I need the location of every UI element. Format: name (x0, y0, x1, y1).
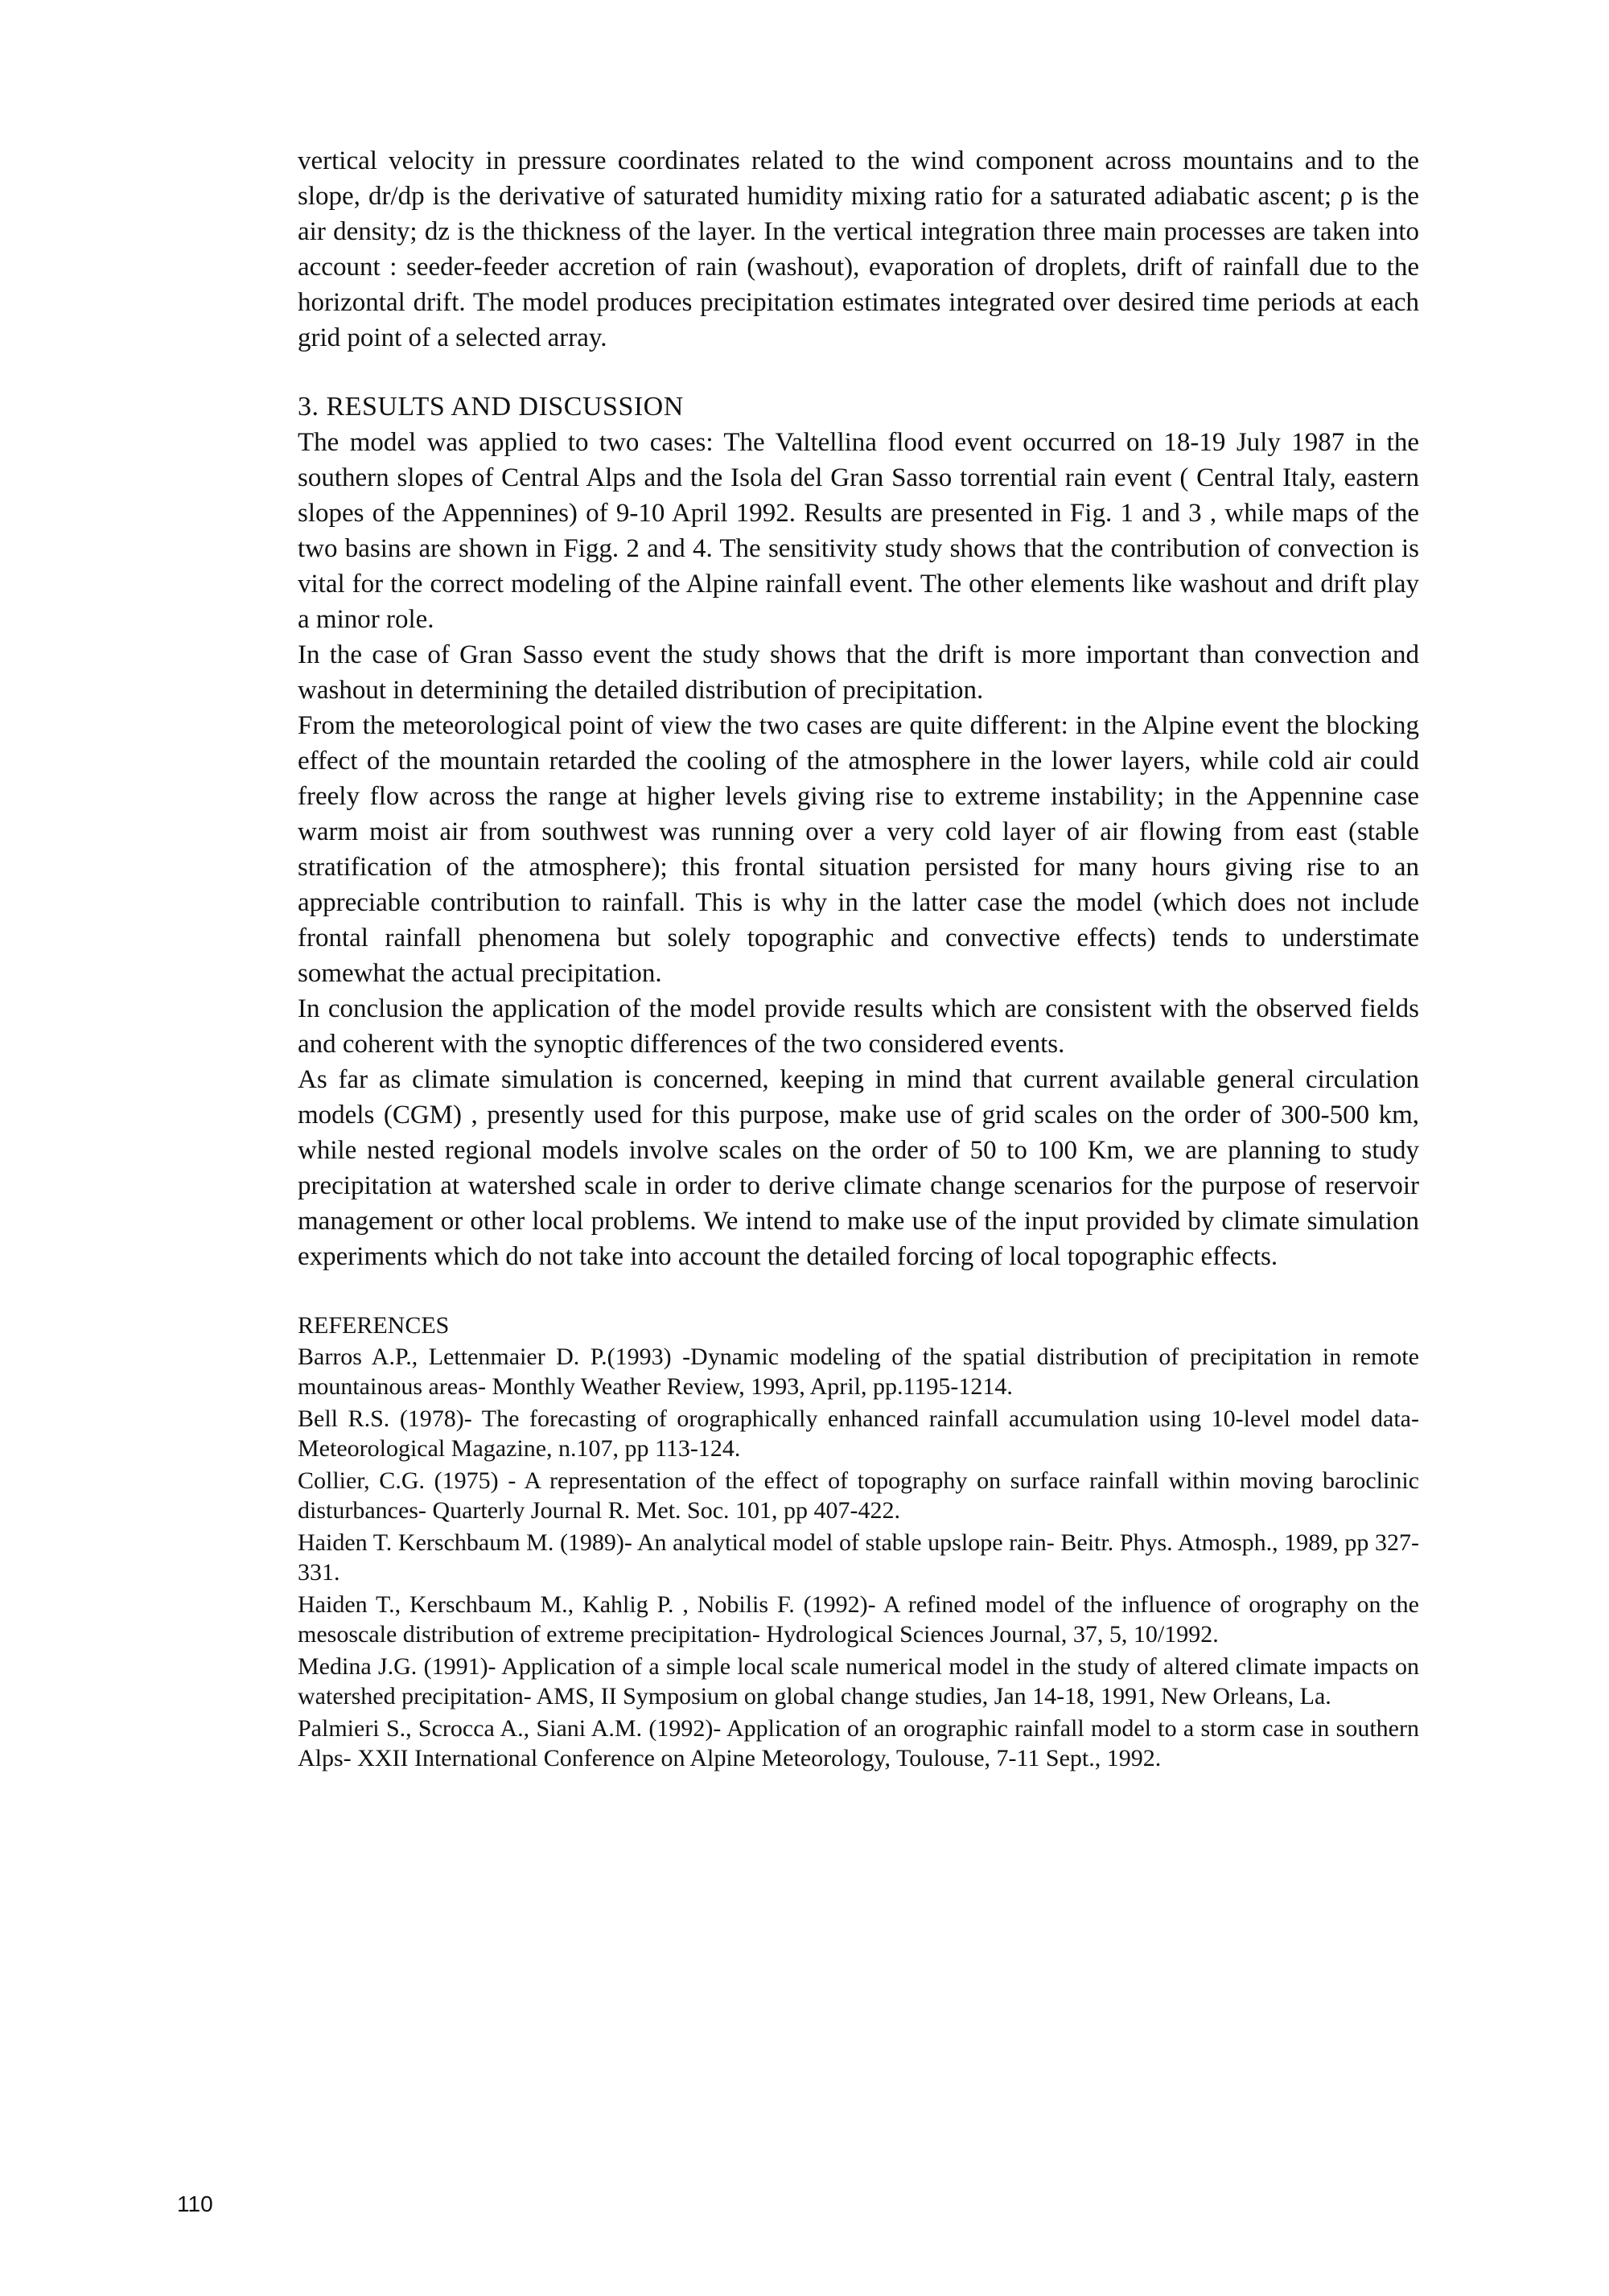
reference-item: Bell R.S. (1978)- The forecasting of orographically enhanced rainfall accumulation using 10-level model data- Meteorological Magazine, n.107, pp 113-124. (298, 1405, 1419, 1462)
reference-item: Barros A.P., Lettenmaier D. P.(1993) -Dynamic modeling of the spatial distribution of precipitation in remote mountainous areas- Monthly Weather Review, 1993, April, pp.1195-1214. (298, 1343, 1419, 1400)
page-body (298, 143, 1419, 1773)
reference-item: Collier, C.G. (1975) - A representation of the effect of topography on surface rainfall within moving baroclinic disturbances- Quarterly Journal R. Met. Soc. 101, pp 407-422. (298, 1467, 1419, 1524)
body-paragraph: From the meteorological point of view the two cases are quite different: in the Alpine event the blocking effect of the mountain retarded the cooling of the atmosphere in the lower layers, while cold air could freely flow across the range at higher levels giving rise to extreme instability; in the Appennine case warm moist air from southwest was running over a very cold layer of air flowing from east (stable stratification of the atmosphere); this frontal situation persisted for many hours giving rise to an appreciable contribution to rainfall. This is why in the latter case the model (which does not include frontal rainfall phenomena but solely topographic and convective effects) tends to understimate somewhat the actual precipitation. (298, 711, 1419, 988)
references-heading: REFERENCES (298, 1312, 450, 1339)
intro-paragraph: vertical velocity in pressure coordinates related to the wind component across mountains and to the slope, dr/dp is the derivative of saturated humidity mixing ratio for a saturated adiabatic ascent; ρ is the air density; dz is the thickness of the layer. In the vertical integration three main processes are taken into account : seeder-feeder accretion of rain (washout), evaporation of droplets, drift of rainfall due to the horizontal drift. The model produces precipitation estimates integrated over desired time periods at each grid point of a selected array. (298, 146, 1419, 352)
reference-item: Palmieri S., Scrocca A., Siani A.M. (1992)- Application of an orographic rainfall model to a storm case in southern Alps- XXII International Conference on Alpine Meteorology, Toulouse, 7-11 Sept., 1992. (298, 1715, 1419, 1771)
reference-item: Medina J.G. (1991)- Application of a simple local scale numerical model in the study of altered climate impacts on watershed precipitation- AMS, II Symposium on global change studies, Jan 14-18, 1991, New Orleans, La. (298, 1653, 1419, 1710)
body-paragraph: As far as climate simulation is concerned, keeping in mind that current available general circulation models (CGM) , presently used for this purpose, make use of grid scales on the order of 300-500 km, while nested regional models involve scales on the order of 50 to 100 Km, we are planning to study precipitation at watershed scale in order to derive climate change scenarios for the purpose of reservoir management or other local problems. We intend to make use of the input provided by climate simulation experiments which do not take into account the detailed forcing of local topographic effects. (298, 1065, 1419, 1271)
reference-item: Haiden T., Kerschbaum M., Kahlig P. , Nobilis F. (1992)- A refined model of the influence of orography on the mesoscale distribution of extreme precipitation- Hydrological Sciences Journal, 37, 5, 10/1992. (298, 1591, 1419, 1648)
results-section (298, 389, 1419, 1274)
page-number: 110 (177, 2191, 213, 2216)
section-heading: 3. RESULTS AND DISCUSSION (298, 392, 684, 422)
reference-item: Haiden T. Kerschbaum M. (1989)- An analytical model of stable upslope rain- Beitr. Phys. Atmosph., 1989, pp 327-331. (298, 1529, 1419, 1586)
body-paragraph: The model was applied to two cases: The Valtellina flood event occurred on 18-19 July 1987 in the southern slopes of Central Alps and the Isola del Gran Sasso torrential rain event ( Central Italy, eastern slopes of the Appennines) of 9-10 April 1992. Results are presented in Fig. 1 and 3 , while maps of the two basins are shown in Figg. 2 and 4. The sensitivity study shows that the contribution of convection is vital for the correct modeling of the Alpine rainfall event. The other elements like washout and drift play a minor role. (298, 428, 1419, 634)
references-section (298, 1310, 1419, 1773)
body-paragraph: In conclusion the application of the model provide results which are consistent with the observed fields and coherent with the synoptic differences of the two considered events. (298, 994, 1419, 1059)
body-paragraph: In the case of Gran Sasso event the study shows that the drift is more important than convection and washout in determining the detailed distribution of precipitation. (298, 640, 1419, 705)
